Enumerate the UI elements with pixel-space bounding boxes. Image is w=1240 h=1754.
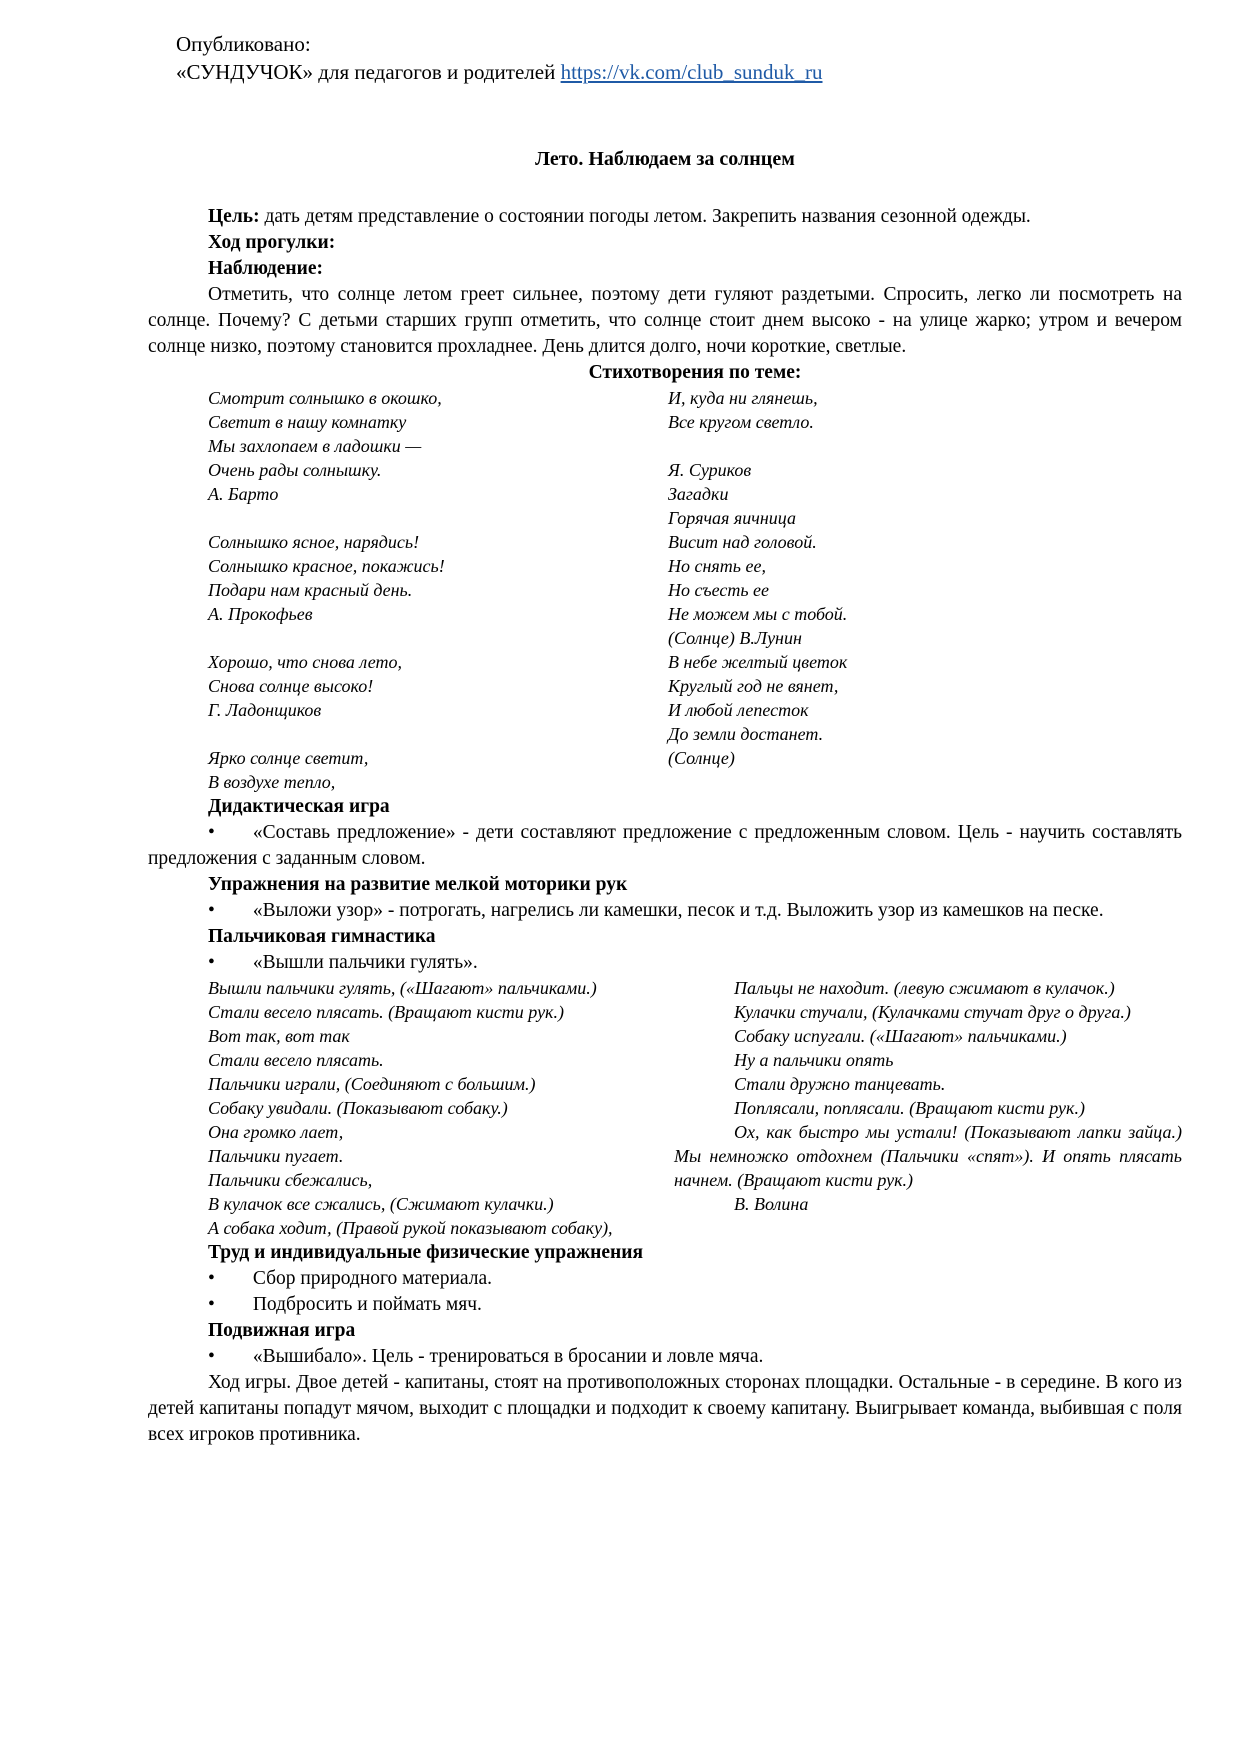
blank-line <box>668 434 1182 458</box>
blank-line <box>208 506 668 530</box>
mobile-game-text: Ход игры. Двое детей - капитаны, стоят на противоположных сторонах площадки. Остальные - в середине. В кого из детей капитаны попадут мячом, выходит с площадки и подходит к своему капитану. Выигрывает команда, выбившая с поля всех игроков противника. <box>148 1372 1182 1445</box>
bullet-icon: • <box>208 952 215 973</box>
bullet-icon: • <box>208 1346 215 1367</box>
source-link[interactable]: https://vk.com/club_sunduk_ru <box>560 60 823 84</box>
poem-line: (Солнце) <box>668 748 735 768</box>
poem-line: Загадки <box>668 484 729 504</box>
labor-bullet: • Сбор природного материала. <box>208 1268 492 1289</box>
observation-text: Отметить, что солнце летом греет сильнее, поэтому дети гуляют раздетыми. Спросить, легко ли посмотреть на солнце. Почему? С детьми старших групп отметить, что солнце стоит днем высоко - на улице жарко; утром и вечером солнце низко, поэтому становится прохладнее. День длится долго, ночи короткие, светлые. <box>148 284 1182 357</box>
poem-line: До земли достанет. <box>668 724 824 744</box>
poem-line: Я. Суриков <box>668 460 752 480</box>
finger-line: Стали весело плясать. <box>208 1050 384 1070</box>
poem-line: Но съесть ее <box>668 580 770 600</box>
walk-heading: Ход прогулки: <box>208 232 336 253</box>
finger-line: Стали весело плясать. (Вращают кисти рук.) <box>208 1002 564 1022</box>
finger-heading: Пальчиковая гимнастика <box>208 926 436 947</box>
finger-line: Собаку увидали. (Показывают собаку.) <box>208 1098 508 1118</box>
poem-line: Круглый год не вянет, <box>668 676 839 696</box>
finger-line: В кулачок все сжались, (Сжимают кулачки.) <box>208 1194 554 1214</box>
poem-line: Хорошо, что снова лето, <box>208 652 402 672</box>
goal-label: Цель: <box>208 206 260 227</box>
poem-line: Солнышко красное, покажись! <box>208 556 445 576</box>
finger-line: Стали дружно танцевать. <box>734 1074 946 1094</box>
poem-line: Г. Ладонщиков <box>208 700 322 720</box>
motor-heading: Упражнения на развитие мелкой моторики рук <box>208 874 628 895</box>
bullet-icon: • <box>208 900 215 921</box>
mobile-game-bullet: • «Вышибало». Цель - тренироваться в бросании и ловле мяча. <box>208 1346 764 1367</box>
poem-line: Очень рады солнышку. <box>208 460 382 480</box>
labor-heading: Труд и индивидуальные физические упражнения <box>208 1242 644 1263</box>
finger-line: Ну а пальчики опять <box>734 1050 894 1070</box>
poem-line: Горячая яичница <box>668 508 796 528</box>
poem-line: Светит в нашу комнатку <box>208 412 407 432</box>
finger-columns <box>148 976 1182 1240</box>
bullet-icon: • <box>208 1268 215 1289</box>
poem-line: Ярко солнце светит, <box>208 748 369 768</box>
poem-line: В небе желтый цветок <box>668 652 848 672</box>
poem-line: Не можем мы с тобой. <box>668 604 848 624</box>
bullet-icon: • <box>208 822 215 843</box>
poem-line: Подари нам красный день. <box>208 580 413 600</box>
finger-line: Ох, как быстро мы устали! (Показывают лапки зайца.) Мы немножко отдохнем (Пальчики «спят»). И опять плясать начнем. (Вращают кисти рук.) <box>674 1122 1182 1190</box>
poem-line: И любой лепесток <box>668 700 809 720</box>
finger-line: Пальчики играли, (Соединяют с большим.) <box>208 1074 536 1094</box>
observation-heading: Наблюдение: <box>208 258 324 279</box>
document-body <box>148 204 1182 1448</box>
poem-line: Все кругом светло. <box>668 412 814 432</box>
blank-line <box>208 722 668 746</box>
finger-right-column <box>674 976 1182 1240</box>
page-title: Лето. Наблюдаем за солнцем <box>535 148 795 170</box>
motor-bullet: • «Выложи узор» - потрогать, нагрелись ли камешки, песок и т.д. Выложить узор из камешков на песке. <box>208 900 1104 921</box>
source-text: «СУНДУЧОК» для педагогов и родителей <box>176 60 556 84</box>
published-label: Опубликовано: <box>176 32 311 56</box>
finger-line: Пальчики пугает. <box>208 1146 344 1166</box>
finger-line: А собака ходит, (Правой рукой показывают собаку), <box>208 1218 613 1238</box>
mobile-game-heading: Подвижная игра <box>208 1320 356 1341</box>
poem-line: Солнышко ясное, нарядись! <box>208 532 420 552</box>
finger-line: Она громко лает, <box>208 1122 344 1142</box>
finger-line: Вышли пальчики гулять, («Шагают» пальчиками.) <box>208 978 597 998</box>
poem-line: (Солнце) В.Лунин <box>668 628 802 648</box>
finger-line: В. Волина <box>734 1194 809 1214</box>
poem-line: А. Прокофьев <box>208 604 313 624</box>
goal-text: дать детям представление о состоянии погоды летом. Закрепить названия сезонной одежды. <box>259 206 1031 227</box>
finger-left-column <box>148 976 660 1240</box>
didactic-bullet: • «Составь предложение» - дети составляют предложение с предложенным словом. Цель - научить составлять предложения с заданным словом. <box>148 822 1182 869</box>
finger-line: Собаку испугали. («Шагают» пальчиками.) <box>734 1026 1067 1046</box>
poem-line: Висит над головой. <box>668 532 817 552</box>
finger-bullet: • «Вышли пальчики гулять». <box>208 952 478 973</box>
labor-bullet: • Подбросить и поймать мяч. <box>208 1294 482 1315</box>
publication-header <box>176 30 823 86</box>
poem-line: И, куда ни глянешь, <box>668 388 818 408</box>
poem-line: А. Барто <box>208 484 279 504</box>
poem-line: Смотрит солнышко в окошко, <box>208 388 442 408</box>
didactic-heading: Дидактическая игра <box>208 796 390 817</box>
source-line <box>176 58 823 86</box>
poem-line: Снова солнце высоко! <box>208 676 374 696</box>
finger-line: Пальчики сбежались, <box>208 1170 373 1190</box>
bullet-icon: • <box>208 1294 215 1315</box>
poem-line: Мы захлопаем в ладошки — <box>208 436 422 456</box>
finger-line: Кулачки стучали, (Кулачками стучат друг о друга.) <box>734 1002 1131 1022</box>
poems-columns <box>148 386 1182 794</box>
poems-left-column <box>148 386 668 794</box>
poems-heading: Стихотворения по теме: <box>588 362 802 383</box>
poem-line: В воздухе тепло, <box>208 772 336 792</box>
finger-line: Поплясали, поплясали. (Вращают кисти рук.) <box>734 1098 1085 1118</box>
poems-right-column <box>668 386 1182 794</box>
finger-line: Вот так, вот так <box>208 1026 350 1046</box>
blank-line <box>208 626 668 650</box>
finger-line: Пальцы не находит. (левую сжимают в кулачок.) <box>734 978 1115 998</box>
poem-line: Но снять ее, <box>668 556 766 576</box>
goal-paragraph <box>148 204 1182 230</box>
